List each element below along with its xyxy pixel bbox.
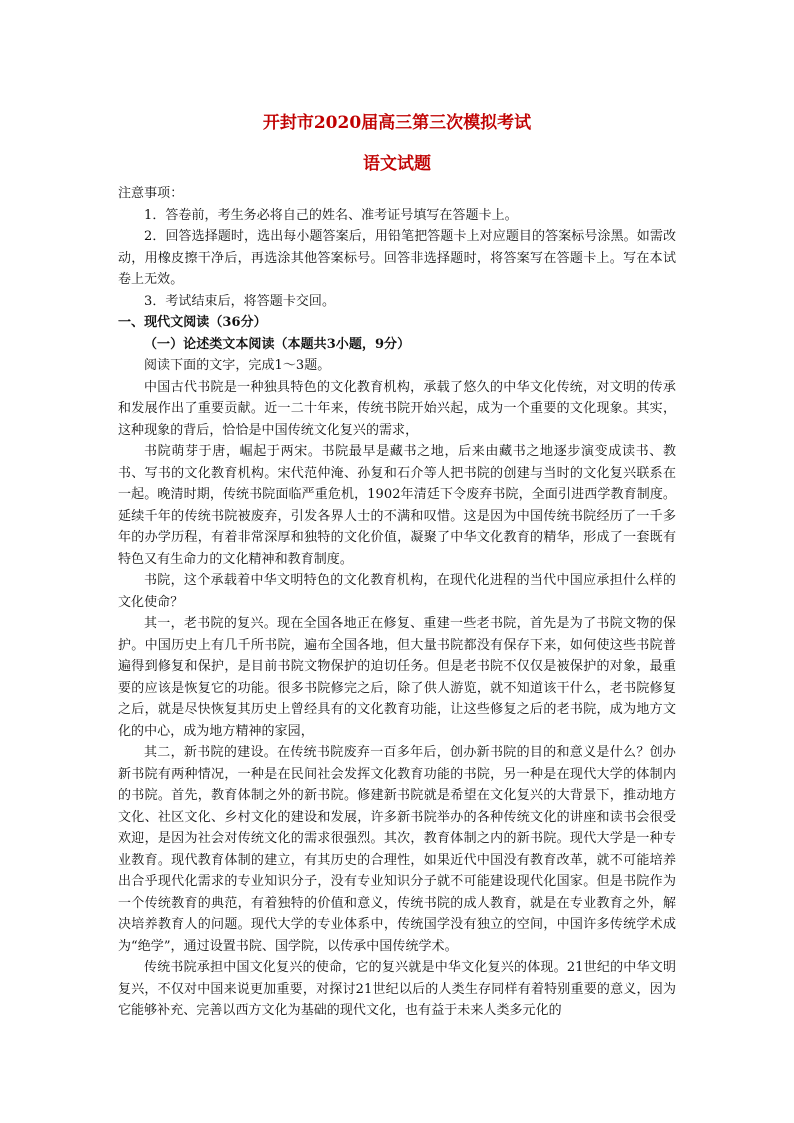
exam-subtitle: 语文试题 bbox=[363, 154, 431, 174]
notice-item: 1．答卷前，考生务必将自己的姓名、准考证号填写在答题卡上。 bbox=[144, 207, 518, 223]
exam-title: 开封市2020届高三第三次模拟考试 bbox=[262, 113, 532, 133]
passage-paragraph: 传统书院承担中国文化复兴的使命，它的复兴就是中华文化复兴的体现。21世纪的中华文明复兴，不仅对中国来说更加重要，对探讨21世纪以后的人类生存同样有着特别重要的意义，因为它能够补充、完善以西方文化为基础的现代文化，也有益于未来人类多元化的 bbox=[118, 960, 676, 1018]
passage-paragraph: 其二，新书院的建设。在传统书院废弃一百多年后，创办新书院的目的和意义是什么？创办新书院有两种情况，一种是在民间社会发挥文化教育功能的书院，另一种是在现代大学的体制内的书院。首先，教育体制之外的新书院。修建新书院就是希望在文化复兴的大背景下，推动地方文化、社区文化、乡村文化的建设和发展，许多新书院举办的各种传统文化的讲座和读书会很受欢迎，是因为社会对传统文化的需求很强烈。其次，教育体制之内的新书院。现代大学是一种专业教育。现代教育体制的建立，有其历史的合理性，如果近代中国没有教育改革，就不可能培养出合乎现代化需求的专业知识分子，没有专业知识分子就不可能建设现代化国家。但是书院作为一个传统教育的典范，有着独特的价值和意义，传统书院的成人教育，就是在专业教育之外，解决培养教育人的问题。现代大学的专业体系中，传统国学没有独立的空间，中国许多传统学术成为“绝学”，通过设置书院、国学院，以传承中国传统学术。 bbox=[118, 745, 676, 954]
passage-paragraph: 书院萌芽于唐，崛起于两宋。书院最早是藏书之地，后来由藏书之地逐步演变成读书、教书、写书的文化教育机构。宋代范仲淹、孙复和石介等人把书院的创建与当时的文化复兴联系在一起。晚清时期，传统书院面临严重危机，1902年清廷下令废弃书院，全面引进西学教育制度。延续千年的传统书院被废弃，引发各界人士的不满和叹惜。这是因为中国传统书院经历了一千多年的办学历程，有着非常深厚和独特的文化价值，凝聚了中华文化教育的精华，形成了一套既有特色又有生命力的文化精神和教育制度。 bbox=[118, 444, 676, 567]
document-body bbox=[118, 183, 676, 1022]
notice-heading: 注意事项： bbox=[118, 186, 184, 201]
passage-paragraph: 中国古代书院是一种独具特色的文化教育机构，承载了悠久的中华文化传统，对文明的传承和发展作出了重要贡献。近一二十年来，传统书院开始兴起，成为一个重要的文化现象。其实，这种现象的背后，恰恰是中国传统文化复兴的需求， bbox=[118, 379, 676, 438]
notice-item: 2．回答选择题时，选出每小题答案后，用铅笔把答题卡上对应题目的答案标号涂黑。如需改动，用橡皮擦干净后，再选涂其他答案标号。回答非选择题时，将答案写在答题卡上。写在本试卷上无效。 bbox=[118, 229, 676, 287]
section-subheading: （一）论述类文本阅读（本题共3小题，9分） bbox=[144, 336, 411, 352]
notice-item: 3．考试结束后，将答题卡交回。 bbox=[144, 293, 336, 309]
reading-instruction: 阅读下面的文字，完成1～3题。 bbox=[144, 358, 331, 373]
section-heading: 一、现代文阅读（36分） bbox=[118, 315, 267, 330]
passage-paragraph: 书院，这个承载着中华文明特色的文化教育机构，在现代化进程的当代中国应承担什么样的文化使命？ bbox=[118, 573, 676, 610]
passage-paragraph: 其一，老书院的复兴。现在全国各地正在修复、重建一些老书院，首先是为了书院文物的保护。中国历史上有几千所书院，遍布全国各地，但大量书院都没有保存下来，如何使这些书院普遍得到修复和保护，是目前书院文物保护的迫切任务。但是老书院不仅仅是被保护的对象，最重要的应该是恢复它的功能。很多书院修完之后，除了供人游览，就不知道该干什么，老书院修复之后，就是尽快恢复其历史上曾经具有的文化教育功能，让这些修复之后的老书院，成为地方文化的中心，成为地方精神的家园， bbox=[118, 616, 676, 739]
